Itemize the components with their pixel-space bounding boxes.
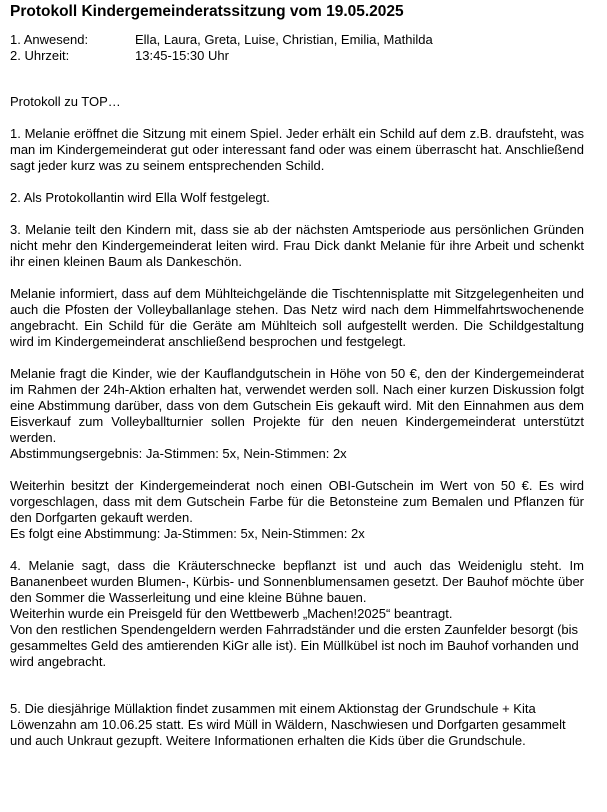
- vote-result-obi: Es folgt eine Abstimmung: Ja-Stimmen: 5x, Nein-Stimmen: 2x: [10, 526, 365, 541]
- paragraph-top5: 5. Die diesjährige Müllaktion findet zusammen mit einem Aktionstag der Grundschule + Kita Löwenzahn am 10.06.25 statt. Es wird Müll in Wäldern, Naschwiesen und Dorfgarten gesammelt und auch Unkraut gezupft. Weitere Informationen erhalten die Kids über die Grundschule.: [10, 701, 566, 748]
- meta-row-attendees: [10, 32, 584, 48]
- vote-result-kaufland: Abstimmungsergebnis: Ja-Stimmen: 5x, Nein-Stimmen: 2x: [10, 446, 347, 461]
- paragraph-top2: 2. Als Protokollantin wird Ella Wolf festgelegt.: [10, 190, 270, 205]
- meta-value: Ella, Laura, Greta, Luise, Christian, Emilia, Mathilda: [135, 32, 433, 47]
- paragraph-top3: 3. Melanie teilt den Kindern mit, dass sie ab der nächsten Amtsperiode aus persönlichen Gründen nicht mehr den Kindergemeinderat leiten wird. Frau Dick dankt Melanie für ihre Arbeit und schenkt ihr einen kleinen Baum als Dankeschön.: [10, 222, 584, 269]
- meta-label: 2. Uhrzeit:: [10, 48, 70, 63]
- paragraph-top4-prize: Weiterhin wurde ein Preisgeld für den Wettbewerb „Machen!2025“ beantragt.: [10, 606, 453, 621]
- paragraph-top4-donations: Von den restlichen Spendengeldern werden Fahrradständer und die ersten Zaunfelder besorgt (bis gesammeltes Geld des amtierenden KiGr alle ist). Ein Müllkübel ist noch im Bauhof vorhanden und wird angebracht.: [10, 622, 579, 669]
- meta-label: 1. Anwesend:: [10, 32, 89, 47]
- section-heading: Protokoll zu TOP…: [10, 94, 121, 109]
- paragraph-kaufland-voucher: Melanie fragt die Kinder, wie der Kauflandgutschein in Höhe von 50 €, den der Kindergemeinderat im Rahmen der 24h-Aktion erhalten hat, verwendet werden soll. Nach einer kurzen Diskussion folgt eine Abstimmung darüber, dass von dem Gutschein Eis gekauft wird. Mit den Einnahmen aus dem Eisverkauf zum Volleyballturnier sollen Projekte für den neuen Kindergemeinderat unterstützt werden.: [10, 366, 584, 445]
- document-page: [10, 2, 584, 749]
- paragraph-muehlteich: Melanie informiert, dass auf dem Mühlteichgelände die Tischtennisplatte mit Sitzgelegenheiten und auch die Pfosten der Volleyballanlage stehen. Das Netz wird nach dem Himmelfahrtswochenende angebracht. Ein Schild für die Geräte am Mühlteich soll aufgestellt werden. Die Schildgestaltung wird im Kindergemeinderat anschließend besprochen und festgelegt.: [10, 286, 584, 349]
- document-title: Protokoll Kindergemeinderatssitzung vom 19.05.2025: [10, 3, 404, 20]
- paragraph-top1: 1. Melanie eröffnet die Sitzung mit einem Spiel. Jeder erhält ein Schild auf dem z.B. draufsteht, was man im Kindergemeinderat gut oder interessant fand oder was einem überrascht hat. Anschließend sagt jeder kurz was zu seinem entsprechenden Schild.: [10, 126, 584, 173]
- meta-row-time: [10, 48, 584, 64]
- paragraph-top4: 4. Melanie sagt, dass die Kräuterschnecke bepflanzt ist und auch das Weideniglu steht. Im Bananenbeet wurden Blumen-, Kürbis- und Sonnenblumensamen gesetzt. Der Bauhof möchte über den Sommer die Wasserleitung und eine kleine Bühne bauen.: [10, 558, 584, 605]
- meta-value: 13:45-15:30 Uhr: [135, 48, 229, 63]
- paragraph-obi-voucher: Weiterhin besitzt der Kindergemeinderat noch einen OBI-Gutschein im Wert von 50 €. Es wird vorgeschlagen, dass mit dem Gutschein Farbe für die Betonsteine zum Bemalen und Pflanzen für den Dorfgarten gekauft werden.: [10, 478, 584, 525]
